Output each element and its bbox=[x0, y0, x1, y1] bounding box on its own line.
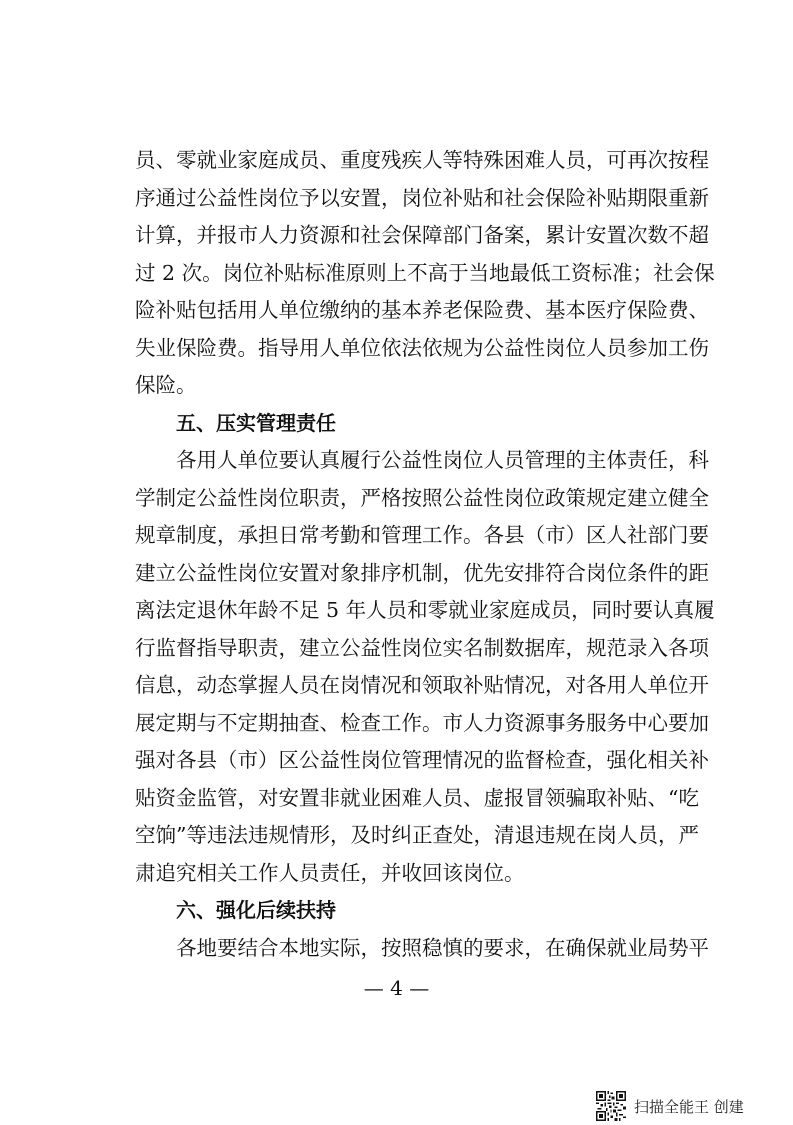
paragraph-line: 各用人单位要认真履行公益性岗位人员管理的主体责任，科 bbox=[176, 448, 709, 472]
paragraph-line: 展定期与不定期抽查、检查工作。市人力资源事务服务中心要加 bbox=[135, 710, 709, 735]
paragraph-line: 保险。 bbox=[135, 373, 197, 397]
paragraph-line: 强对各县（市）区公益性岗位管理情况的监督检查，强化相关补 bbox=[135, 748, 709, 772]
body-text bbox=[135, 142, 715, 967]
scanner-watermark-text: 扫描全能王 创建 bbox=[634, 1097, 744, 1116]
paragraph-line: 员、零就业家庭成员、重度残疾人等特殊困难人员，可再次按程 bbox=[135, 148, 709, 172]
qr-code-icon bbox=[596, 1091, 626, 1121]
paragraph-line: 各地要结合本地实际，按照稳慎的要求，在确保就业局势平 bbox=[176, 935, 709, 960]
paragraph-line: 行监督指导职责，建立公益性岗位实名制数据库，规范录入各项 bbox=[135, 635, 709, 660]
paragraph-line: 计算，并报市人力资源和社会保障部门备案，累计安置次数不超 bbox=[135, 223, 709, 247]
section-heading-5: 五、压实管理责任 bbox=[176, 410, 336, 435]
paragraph-line: 失业保险费。指导用人单位依法依规为公益性岗位人员参加工伤 bbox=[135, 335, 709, 360]
paragraph-line: 信息，动态掌握人员在岗情况和领取补贴情况，对各用人单位开 bbox=[135, 673, 709, 697]
paragraph-line: 离法定退休年龄不足 5 年人员和零就业家庭成员，同时要认真履 bbox=[135, 598, 715, 622]
paragraph-line: 过 2 次。岗位补贴标准原则上不高于当地最低工资标准；社会保 bbox=[135, 260, 715, 285]
page-number: — 4 — bbox=[363, 976, 430, 1000]
paragraph-line: 规章制度，承担日常考勤和管理工作。各县（市）区人社部门要 bbox=[135, 523, 709, 547]
scanner-watermark bbox=[596, 1087, 744, 1125]
section-heading-6: 六、强化后续扶持 bbox=[176, 898, 336, 922]
paragraph-line: 肃追究相关工作人员责任，并收回该岗位。 bbox=[135, 860, 525, 885]
paragraph-line: 空饷”等违法违规情形，及时纠正查处，清退违规在岗人员，严 bbox=[135, 823, 699, 847]
paragraph-line: 建立公益性岗位安置对象排序机制，优先安排符合岗位条件的距 bbox=[135, 560, 709, 585]
paragraph-line: 学制定公益性岗位职责，严格按照公益性岗位政策规定建立健全 bbox=[135, 485, 709, 510]
paragraph-line: 险补贴包括用人单位缴纳的基本养老保险费、基本医疗保险费、 bbox=[135, 298, 709, 322]
paragraph-line: 序通过公益性岗位予以安置，岗位补贴和社会保险补贴期限重新 bbox=[135, 185, 709, 210]
paragraph-line: 贴资金监管，对安置非就业困难人员、虚报冒领骗取补贴、“吃 bbox=[135, 785, 699, 810]
